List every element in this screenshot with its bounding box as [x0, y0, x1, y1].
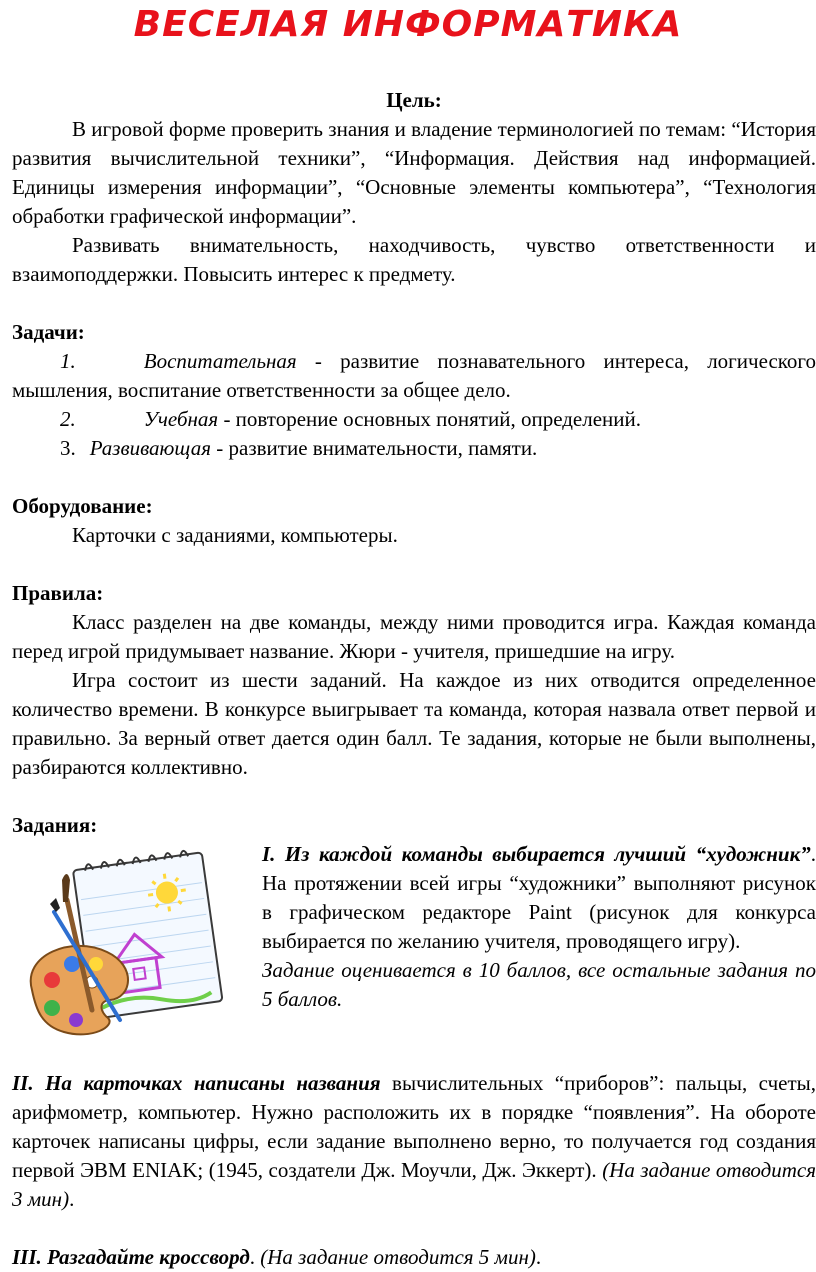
goal-paragraph-1: В игровой форме проверить знания и владение терминологией по темам: “История развития вычислительной техники”, “Информация. Действия над информацией. Единицы измерения информации”, “Основные элементы компьютера”, “Технология обработки графической информации”. — [12, 117, 816, 228]
task-1-block — [12, 840, 816, 1040]
task-1-note: Задание оценивается в 10 баллов, все остальные задания по 5 баллов. — [262, 958, 816, 1011]
task-1-title: I. Из каждой команды выбирается лучший “художник” — [262, 842, 811, 866]
task-1-text — [262, 840, 816, 1040]
rules-heading: Правила: — [12, 581, 104, 605]
task-item-3 — [12, 434, 816, 463]
task-2-note: (На задание отводится 3 мин) — [12, 1158, 816, 1211]
task-2-paragraph — [12, 1069, 816, 1214]
art-palette-notepad-illustration-icon — [12, 840, 262, 1040]
task-item-1-num: 1. — [60, 349, 76, 373]
task-3-sep: . — [249, 1245, 261, 1269]
task-item-2-text: - повторение основных понятий, определений. — [218, 407, 642, 431]
rules-paragraph-2: Игра состоит из шести заданий. На каждое из них отводится определенное количество времени. В конкурсе выигрывает та команда, которая назвала ответ первой и правильно. За верный ответ дается один балл. Те задания, которые не были выполнены, разбираются коллективно. — [12, 668, 816, 779]
task-3-title: III. Разгадайте кроссворд — [12, 1245, 250, 1269]
rules-paragraph-1: Класс разделен на две команды, между ними проводится игра. Каждая команда перед игрой придумывает название. Жюри - учителя, пришедшие на игру. — [12, 610, 816, 663]
assignments-heading: Задания: — [12, 813, 98, 837]
equipment-text: Карточки с заданиями, компьютеры. — [72, 523, 398, 547]
task-3-note: (На задание отводится 5 мин) — [260, 1245, 536, 1269]
document-body — [12, 86, 816, 1272]
task-item-3-text: - развитие внимательности, памяти. — [211, 436, 538, 460]
tasks-heading: Задачи: — [12, 320, 85, 344]
task-item-2-num: 2. — [60, 407, 76, 431]
task-item-3-term: Развивающая — [89, 436, 212, 460]
goal-paragraph-2: Развивать внимательность, находчивость, чувство ответственности и взаимоподдержки. Повысить интерес к предмету. — [12, 233, 816, 286]
task-item-2 — [12, 405, 816, 434]
task-item-2-term: Учебная — [143, 407, 219, 431]
task-item-1-term: Воспитательная — [143, 349, 297, 373]
task-2-end: . — [69, 1187, 75, 1211]
task-3-end: . — [535, 1245, 542, 1269]
task-2-title: II. На карточках написаны названия — [12, 1071, 381, 1095]
page-title: ВЕСЕЛАЯ ИНФОРМАТИКА — [133, 4, 683, 45]
task-2-description: вычислительных “приборов”: пальцы, счеты, арифмометр, компьютер. Нужно расположить их в порядке “появления”. На обороте карточек написаны цифры, если задание выполнено верно, то получается год создания первой ЭВМ ENIAK; (1945, создатели Дж. Моучли, Дж. Эккерт). — [12, 1071, 816, 1182]
task-item-1 — [12, 347, 816, 405]
task-item-1-text: - развитие познавательного интереса, логического мышления, воспитание ответственности за общее дело. — [12, 349, 816, 402]
goal-heading: Цель: — [386, 88, 442, 112]
task-1-description: . На протяжении всей игры “художники” выполняют рисунок в графическом редакторе Paint (рисунок для конкурса выбирается по желанию учителя, проводящего игру). — [262, 842, 816, 953]
equipment-heading: Оборудование: — [12, 494, 153, 518]
task-3-paragraph — [12, 1243, 816, 1272]
task-item-3-num: 3. — [60, 436, 76, 460]
